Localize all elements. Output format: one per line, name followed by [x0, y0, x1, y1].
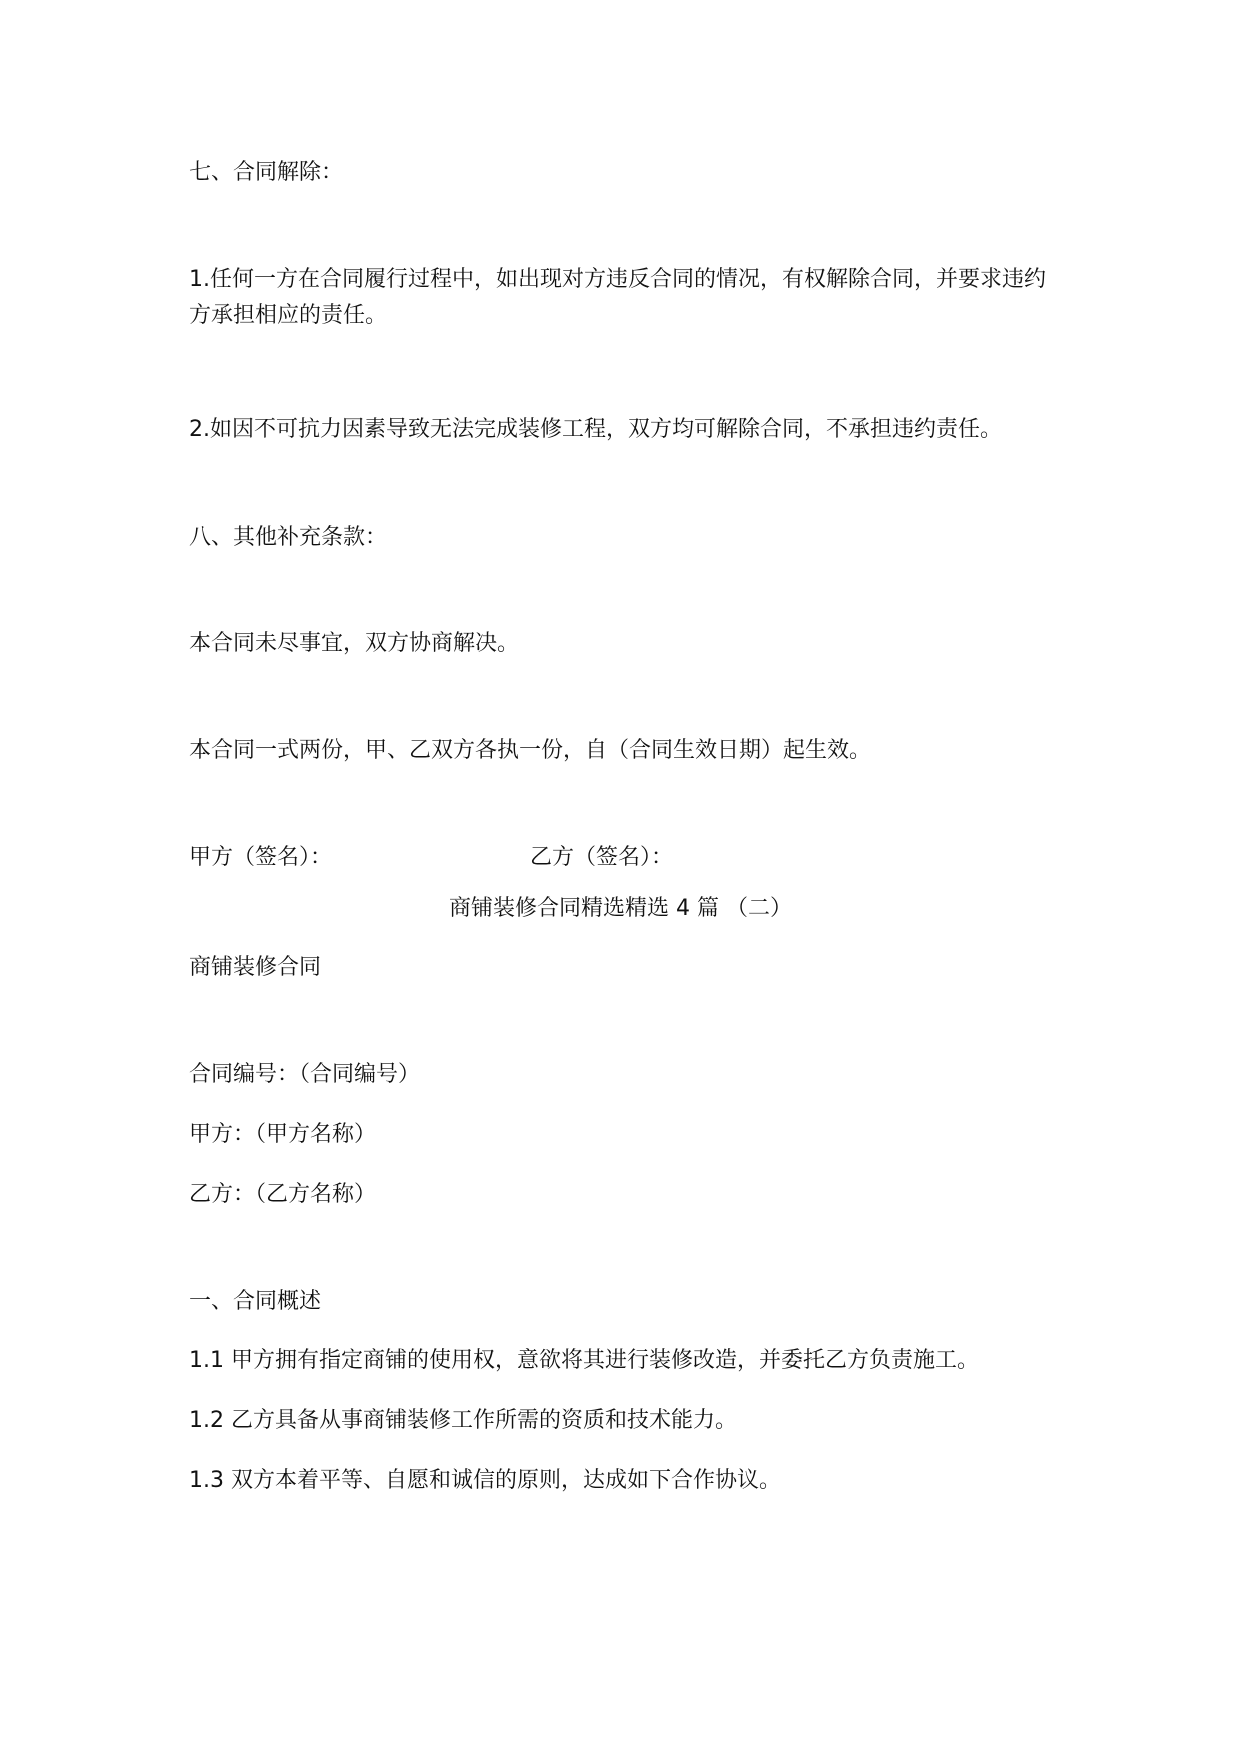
contract-number: 合同编号：（合同编号） [189, 1062, 421, 1087]
section-7-item-1: 1.任何一方在合同履行过程中，如出现对方违反合同的情况，有权解除合同，并要求违约方承担相应的责任。 [189, 267, 1046, 328]
section-8-para-2: 本合同一式两份，甲、乙双方各执一份，自（合同生效日期）起生效。 [189, 738, 872, 763]
party-b-name: 乙方：（乙方名称） [189, 1182, 377, 1207]
signature-party-b: 乙方（签名）： [530, 845, 674, 870]
doc2-title: 商铺装修合同 [189, 955, 322, 980]
section-8-heading: 八、其他补充条款： [189, 525, 388, 550]
section-7-item-2: 2.如因不可抗力因素导致无法完成装修工程，双方均可解除合同，不承担违约责任。 [189, 417, 1002, 442]
doc2-banner: 商铺装修合同精选精选 4 篇 （二） [449, 896, 792, 921]
doc2-item-1-1: 1.1 甲方拥有指定商铺的使用权，意欲将其进行装修改造，并委托乙方负责施工。 [189, 1348, 979, 1373]
section-8-para-1: 本合同未尽事宜，双方协商解决。 [189, 631, 520, 656]
doc2-item-1-2: 1.2 乙方具备从事商铺装修工作所需的资质和技术能力。 [189, 1408, 737, 1433]
party-a-name: 甲方：（甲方名称） [189, 1122, 377, 1147]
signature-party-a: 甲方（签名）： [189, 845, 333, 870]
section-7-heading: 七、合同解除： [189, 160, 344, 185]
doc2-section-1-heading: 一、合同概述 [189, 1289, 322, 1314]
doc2-item-1-3: 1.3 双方本着平等、自愿和诚信的原则，达成如下合作协议。 [189, 1468, 781, 1493]
